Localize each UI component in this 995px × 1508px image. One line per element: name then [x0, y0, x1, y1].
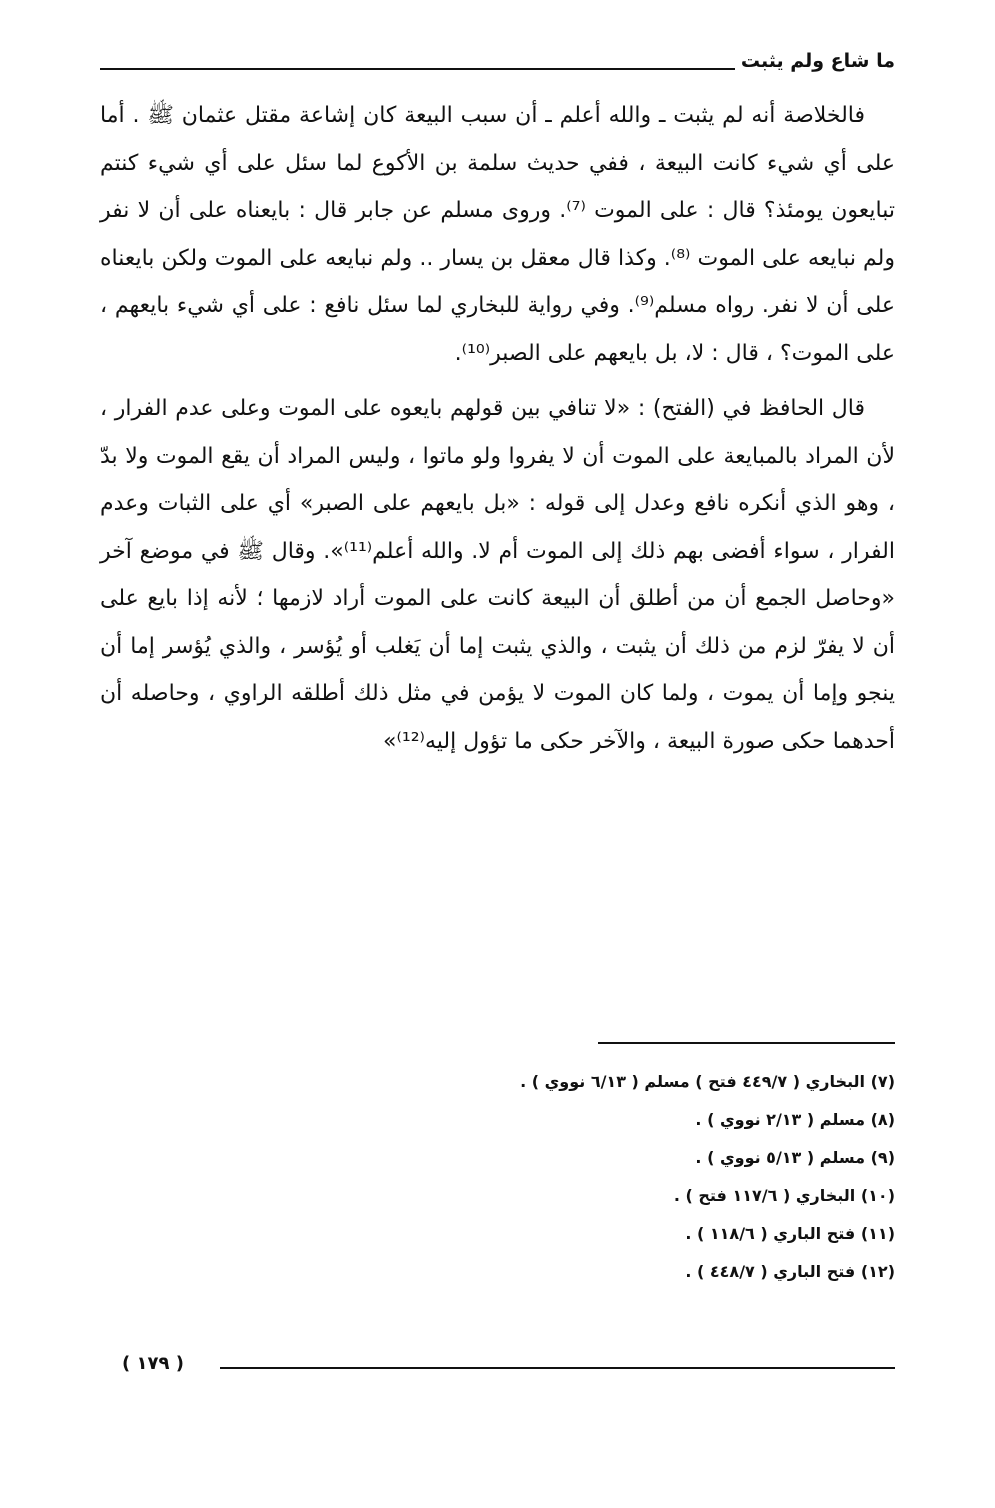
footnote: (١٢) فتح الباري ( ٤٤٨/٧ ) .: [685, 1262, 895, 1281]
footer-rule: [220, 1367, 895, 1369]
header-rule: [100, 68, 735, 70]
running-title: ما شاع ولم يثبت: [740, 50, 895, 72]
body-text: [100, 92, 895, 765]
running-header: [100, 50, 895, 82]
footnotes: [100, 1063, 895, 1291]
footnote: (٩) مسلم ( ٥/١٣ نووي ) .: [695, 1148, 895, 1167]
paragraph: قال الحافظ في (الفتح) : «لا تنافي بين قولهم بايعوه على الموت وعلى عدم الفرار ، لأن المراد بالمبايعة على الموت أن لا يفروا ولو ماتوا ، وليس المراد أن يقع الموت ولا بدّ ، وهو الذي أنكره نافع وعدل إلى قوله : «بل بايعهم على الصبر» أي على الثبات وعدم الفرار ، سواء أفضى بهم ذلك إلى الموت أم لا. والله أعلم⁽¹¹⁾». وقال ﷺ في موضع آخر «وحاصل الجمع أن من أطلق أن البيعة كانت على الموت أراد لازمها ؛ لأنه إذا بايع على أن لا يفرّ لزم من ذلك أن يثبت ، والذي يثبت إما أن يَغلب أو يُؤسر ، والذي يُؤسر إما أن ينجو وإما أن يموت ، ولما كان الموت لا يؤمن في مثل ذلك أطلقه الراوي ، وحاصله أن أحدهما حكى صورة البيعة ، والآخر حكى ما تؤول إليه⁽¹²⁾»: [100, 396, 895, 754]
footnote: (١١) فتح الباري ( ١١٨/٦ ) .: [685, 1224, 895, 1243]
page-number: ( ١٧٩ ): [122, 1353, 184, 1374]
footnote-rule: [598, 1042, 895, 1044]
footnote: (١٠) البخاري ( ١١٧/٦ فتح ) .: [673, 1186, 895, 1205]
paragraph: فالخلاصة أنه لم يثبت ـ والله أعلم ـ أن سبب البيعة كان إشاعة مقتل عثمان ﷺ . أما على أي شيء كانت البيعة ، ففي حديث سلمة بن الأكوع لما سئل على أي شيء كنتم تبايعون يومئذ؟ قال : على الموت ⁽⁷⁾. وروى مسلم عن جابر قال : بايعناه على أن لا نفر ولم نبايعه على الموت ⁽⁸⁾. وكذا قال معقل بن يسار .. ولم نبايعه على الموت ولكن بايعناه على أن لا نفر. رواه مسلم⁽⁹⁾. وفي رواية للبخاري لما سئل نافع : على أي شيء بايعهم ، على الموت؟ ، قال : لا، بل بايعهم على الصبر⁽¹⁰⁾.: [100, 103, 896, 366]
footnote: (٨) مسلم ( ٢/١٣ نووي ) .: [695, 1110, 895, 1129]
footnote: (٧) البخاري ( ٤٤٩/٧ فتح ) مسلم ( ٦/١٣ نووي ) .: [520, 1072, 895, 1091]
page-footer: [100, 1353, 895, 1383]
